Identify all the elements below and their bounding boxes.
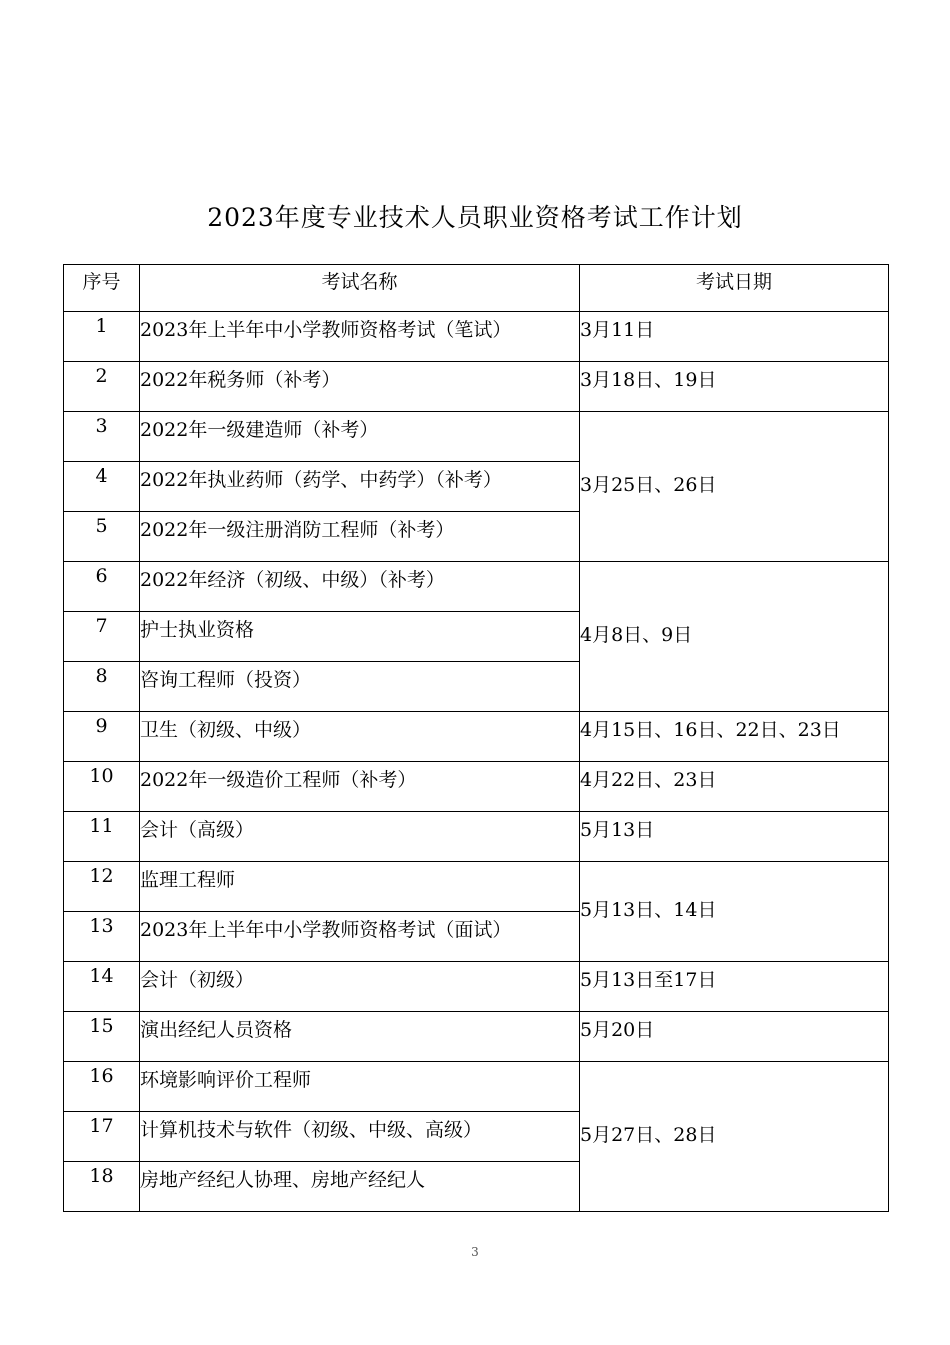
table-row [64,762,889,812]
exam-name: 2022年经济（初级、中级）（补考） [140,562,580,612]
row-num: 8 [64,662,140,712]
exam-date: 4月8日、9日 [580,562,889,712]
table-row [64,862,889,912]
row-num: 3 [64,412,140,462]
header-date: 考试日期 [580,265,889,312]
exam-name: 卫生（初级、中级） [140,712,580,762]
row-num: 10 [64,762,140,812]
table-row [64,1062,889,1112]
exam-name: 2022年一级建造师（补考） [140,412,580,462]
exam-name: 计算机技术与软件（初级、中级、高级） [140,1112,580,1162]
table-header-row [64,265,889,312]
exam-date: 3月25日、26日 [580,412,889,562]
exam-date: 5月13日 [580,812,889,862]
row-num: 15 [64,1012,140,1062]
exam-name: 2022年执业药师（药学、中药学）（补考） [140,462,580,512]
row-num: 16 [64,1062,140,1112]
table-row [64,312,889,362]
exam-date: 5月13日至17日 [580,962,889,1012]
table-row [64,562,889,612]
row-num: 6 [64,562,140,612]
exam-name: 监理工程师 [140,862,580,912]
row-num: 2 [64,362,140,412]
row-num: 13 [64,912,140,962]
exam-name: 2022年一级注册消防工程师（补考） [140,512,580,562]
exam-date: 3月11日 [580,312,889,362]
exam-name: 护士执业资格 [140,612,580,662]
exam-date: 5月20日 [580,1012,889,1062]
exam-date: 4月22日、23日 [580,762,889,812]
exam-name: 会计（高级） [140,812,580,862]
header-name: 考试名称 [140,265,580,312]
exam-name: 2022年税务师（补考） [140,362,580,412]
exam-name: 房地产经纪人协理、房地产经纪人 [140,1162,580,1212]
exam-schedule-table [63,264,889,1212]
row-num: 18 [64,1162,140,1212]
table-row [64,962,889,1012]
row-num: 7 [64,612,140,662]
row-num: 11 [64,812,140,862]
table-row [64,1012,889,1062]
exam-name: 环境影响评价工程师 [140,1062,580,1112]
row-num: 14 [64,962,140,1012]
table-row [64,412,889,462]
row-num: 17 [64,1112,140,1162]
row-num: 12 [64,862,140,912]
table-row [64,362,889,412]
row-num: 1 [64,312,140,362]
exam-date: 5月13日、14日 [580,862,889,962]
row-num: 9 [64,712,140,762]
row-num: 5 [64,512,140,562]
exam-name: 2023年上半年中小学教师资格考试（面试） [140,912,580,962]
page-number: 3 [471,1245,479,1259]
exam-date: 5月27日、28日 [580,1062,889,1212]
exam-name: 演出经纪人员资格 [140,1012,580,1062]
header-num: 序号 [64,265,140,312]
exam-name: 2022年一级造价工程师（补考） [140,762,580,812]
page-title: 2023年度专业技术人员职业资格考试工作计划 [207,203,743,232]
table-row [64,812,889,862]
exam-date: 3月18日、19日 [580,362,889,412]
exam-name: 咨询工程师（投资） [140,662,580,712]
exam-name: 会计（初级） [140,962,580,1012]
exam-name: 2023年上半年中小学教师资格考试（笔试） [140,312,580,362]
table-row [64,712,889,762]
row-num: 4 [64,462,140,512]
exam-date: 4月15日、16日、22日、23日 [580,712,889,762]
